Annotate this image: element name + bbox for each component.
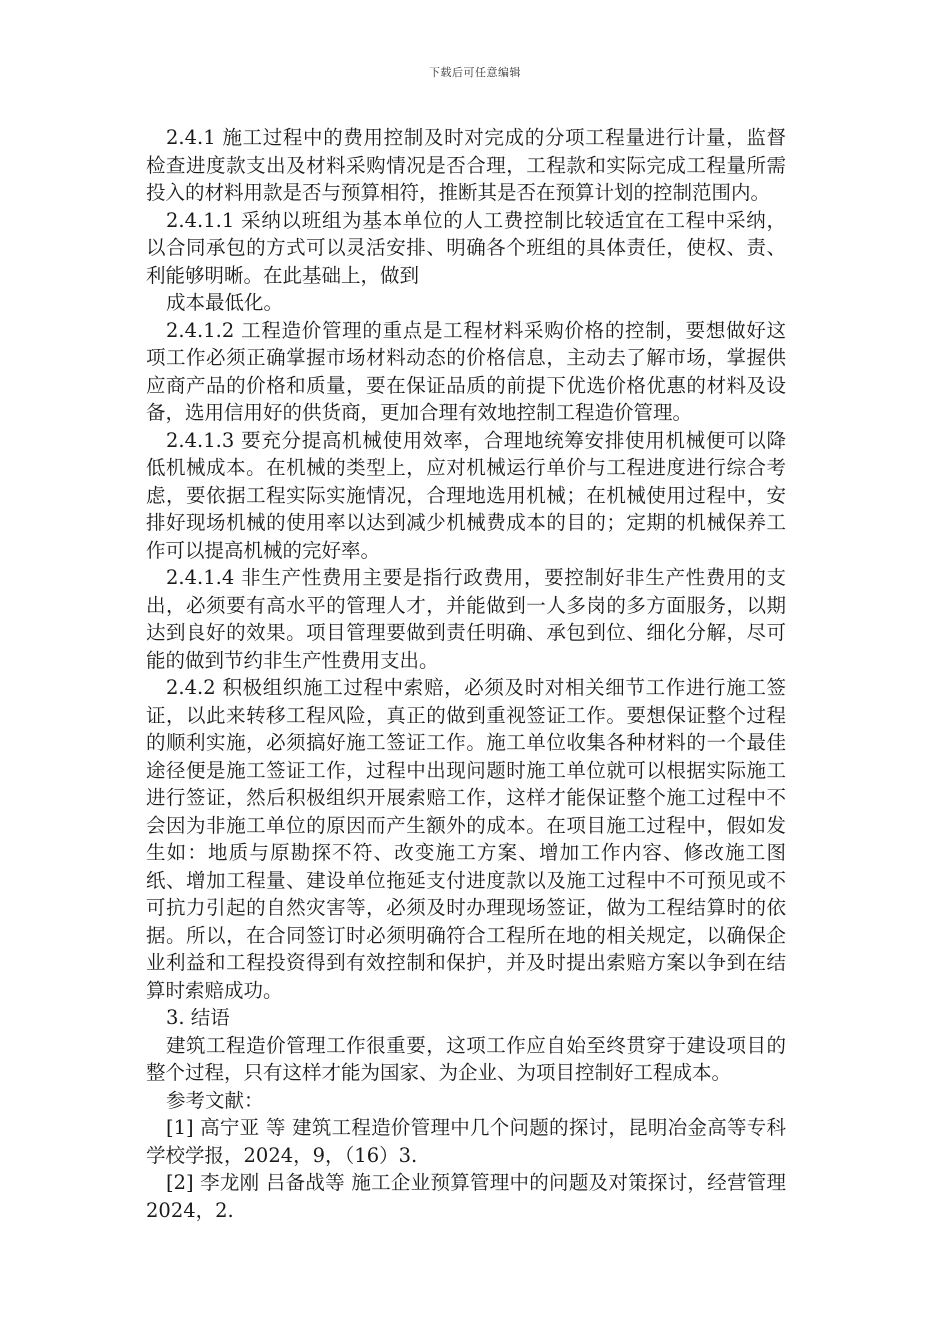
paragraph-2-4-1-4: 2.4.1.4 非生产性费用主要是指行政费用，要控制好非生产性费用的支出，必须要有高水平的管理人才，并能做到一人多岗的多方面服务，以期达到良好的效果。项目管理要做到责任明确、承包到位、细化分解，尽可能的做到节约非生产性费用支出。 [146, 566, 786, 672]
section-heading-conclusion: 3. 结语 [166, 1006, 230, 1029]
reference-item-2: [2] 李龙刚 吕备战等 施工企业预算管理中的问题及对策探讨，经营管理 2024，2. [146, 1171, 786, 1222]
document-body [146, 124, 786, 1224]
paragraph-2-4-2: 2.4.2 积极组织施工过程中索赔，必须及时对相关细节工作进行施工签证，以此来转移工程风险，真正的做到重视签证工作。要想保证整个过程的顺利实施，必须搞好施工签证工作。施工单位收集各种材料的一个最佳途径便是施工签证工作，过程中出现问题时施工单位就可以根据实际施工进行签证，然后积极组织开展索赔工作，这样才能保证整个施工过程中不会因为非施工单位的原因而产生额外的成本。在项目施工过程中，假如发生如：地质与原勘探不符、改变施工方案、增加工作内容、修改施工图纸、增加工程量、建设单位拖延支付进度款以及施工过程中不可预见或不可抗力引起的自然灾害等，必须及时办理现场签证，做为工程结算时的依据。所以，在合同签订时必须明确符合工程所在地的相关规定，以确保企业利益和工程投资得到有效控制和保护，并及时提出索赔方案以争到在结算时索赔成功。 [146, 676, 786, 1002]
paragraph-2-4-1-1: 2.4.1.1 采纳以班组为基本单位的人工费控制比较适宜在工程中采纳，以合同承包的方式可以灵活安排、明确各个班组的具体责任，使权、责、利能够明晰。在此基础上，做到 [146, 208, 786, 287]
paragraph-2-4-1-3: 2.4.1.3 要充分提高机械使用效率，合理地统筹安排使用机械便可以降低机械成本。在机械的类型上，应对机械运行单价与工程进度进行综合考虑，要依据工程实际实施情况，合理地选用机械；在机械使用过程中，安排好现场机械的使用率以达到减少机械费成本的目的；定期的机械保养工作可以提高机械的完好率。 [146, 428, 786, 562]
paragraph-conclusion: 建筑工程造价管理工作很重要，这项工作应自始至终贯穿于建设项目的整个过程，只有这样才能为国家、为企业、为项目控制好工程成本。 [146, 1033, 786, 1084]
paragraph-2-4-1-2: 2.4.1.2 工程造价管理的重点是工程材料采购价格的控制，要想做好这项工作必须正确掌握市场材料动态的价格信息，主动去了解市场，掌握供应商产品的价格和质量，要在保证品质的前提下优选价格优惠的材料及设备，选用信用好的供货商，更加合理有效地控制工程造价管理。 [146, 318, 786, 424]
page-header: 下载后可任意编辑 [429, 66, 521, 79]
paragraph-2-4-1-1-continuation: 成本最低化。 [166, 291, 284, 314]
paragraph-2-4-1: 2.4.1 施工过程中的费用控制及时对完成的分项工程量进行计量，监督检查进度款支出及材料采购情况是否合理，工程款和实际完成工程量所需投入的材料用款是否与预算相符，推断其是否在预算计划的控制范围内。 [146, 126, 786, 204]
reference-item-1: [1] 高宁亚 等 建筑工程造价管理中几个问题的探讨，昆明冶金高等专科学校学报，2024，9，（16）3. [146, 1116, 786, 1167]
section-heading-references: 参考文献： [166, 1088, 264, 1112]
